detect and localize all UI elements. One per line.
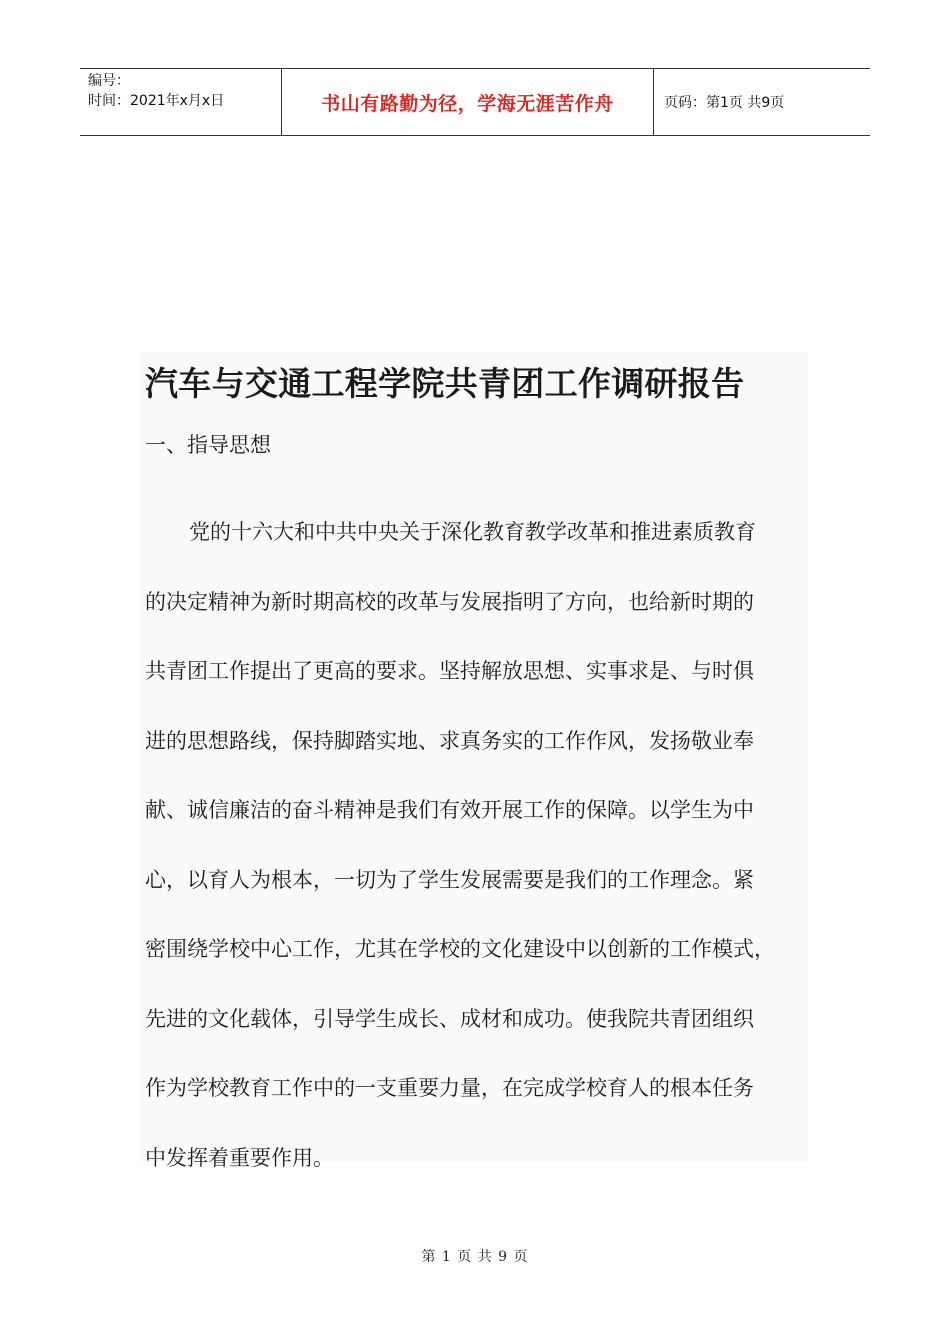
paragraph-line: 先进的文化载体，引导学生成长、成材和成功。使我院共青团组织 bbox=[145, 1006, 754, 1031]
page-footer: 第 1 页 共 9 页 bbox=[421, 1249, 529, 1265]
paragraph-line: 密围绕学校中心工作，尤其在学校的文化建设中以创新的工作模式， bbox=[145, 937, 775, 961]
paragraph-line: 党的十六大和中共中央关于深化教育教学改革和推进素质教育 bbox=[189, 520, 756, 544]
document-number-label: 编号： bbox=[88, 73, 130, 89]
header-motto: 书山有路勤为径，学海无涯苦作舟 bbox=[321, 92, 614, 115]
paragraph-line: 中发挥着重要作用。 bbox=[145, 1145, 334, 1170]
paragraph-line: 进的思想路线，保持脚踏实地、求真务实的工作作风，发扬敬业奉 bbox=[145, 728, 754, 753]
header-meta bbox=[80, 69, 281, 135]
header-page-info: 页码：第1页 共9页 bbox=[664, 95, 785, 111]
section-heading: 一、指导思想 bbox=[145, 433, 271, 457]
header-motto-cell bbox=[281, 69, 654, 135]
document-time-label: 时间：2021年x月x日 bbox=[88, 93, 225, 109]
body-paragraph bbox=[145, 498, 810, 1193]
paragraph-line: 的决定精神为新时期高校的改革与发展指明了方向，也给新时期的 bbox=[145, 589, 754, 614]
paragraph-line: 共青团工作提出了更高的要求。坚持解放思想、实事求是、与时俱 bbox=[145, 659, 754, 683]
document-title: 汽车与交通工程学院共青团工作调研报告 bbox=[145, 364, 745, 403]
paragraph-line: 献、诚信廉洁的奋斗精神是我们有效开展工作的保障。以学生为中 bbox=[145, 798, 754, 822]
paragraph-line: 心，以育人为根本，一切为了学生发展需要是我们的工作理念。紧 bbox=[145, 867, 754, 892]
paragraph-line: 作为学校教育工作中的一支重要力量，在完成学校育人的根本任务 bbox=[145, 1076, 754, 1100]
page-header bbox=[80, 68, 870, 136]
